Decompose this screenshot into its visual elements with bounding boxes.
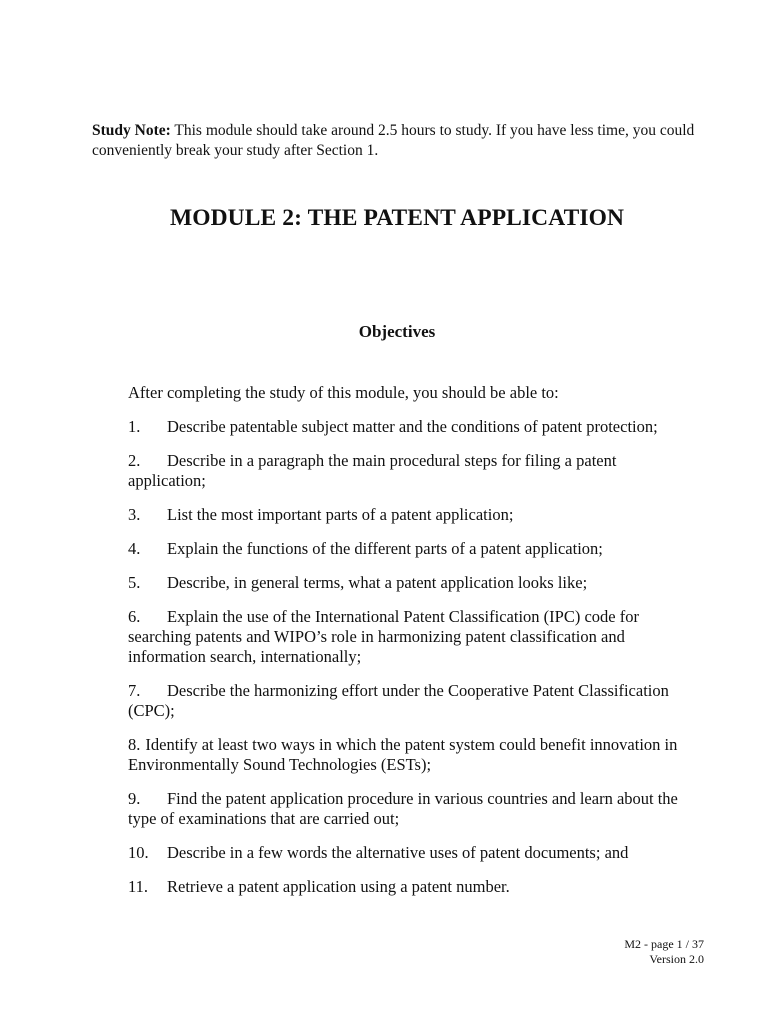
objective-item bbox=[128, 607, 698, 667]
objective-item bbox=[128, 789, 698, 829]
objective-number: 5. bbox=[128, 573, 141, 592]
objectives-list bbox=[128, 417, 698, 911]
version-label: Version 2.0 bbox=[649, 952, 704, 966]
objective-text: Describe the harmonizing effort under the Cooperative Patent Classification (CPC); bbox=[128, 681, 669, 720]
objective-number: 4. bbox=[128, 539, 141, 558]
objective-number: 3. bbox=[128, 505, 141, 524]
study-note-text: This module should take around 2.5 hours to study. If you have less time, you could conveniently break your study after Section 1. bbox=[92, 122, 695, 159]
objective-number: 6. bbox=[128, 607, 141, 626]
objective-number: 10. bbox=[128, 843, 149, 862]
objective-number: 9. bbox=[128, 789, 141, 808]
study-note bbox=[92, 121, 708, 161]
study-note-label: Study Note: bbox=[92, 122, 171, 139]
objectives-intro: After completing the study of this module, you should be able to: bbox=[128, 383, 559, 402]
page-number: M2 - page 1 / 37 bbox=[624, 937, 704, 951]
objective-number: 7. bbox=[128, 681, 141, 700]
objective-text: Explain the functions of the different parts of a patent application; bbox=[167, 539, 603, 558]
objective-text: Describe in a few words the alternative uses of patent documents; and bbox=[167, 843, 629, 862]
objective-item bbox=[128, 539, 698, 559]
objective-item bbox=[128, 877, 698, 897]
objective-number: 8. bbox=[128, 735, 141, 754]
objective-text: Describe, in general terms, what a patent application looks like; bbox=[167, 573, 588, 592]
objective-item bbox=[128, 451, 698, 491]
objectives-heading: Objectives bbox=[358, 322, 436, 341]
module-title: MODULE 2: THE PATENT APPLICATION bbox=[169, 205, 625, 231]
objective-text: Identify at least two ways in which the patent system could benefit innovation in Environmentally Sound Technologies (ESTs); bbox=[128, 735, 678, 774]
objective-text: Retrieve a patent application using a patent number. bbox=[167, 877, 510, 896]
objective-item bbox=[128, 417, 698, 437]
objective-number: 11. bbox=[128, 877, 149, 896]
objective-text: Describe patentable subject matter and the conditions of patent protection; bbox=[167, 417, 658, 436]
objective-item bbox=[128, 735, 698, 775]
objective-text: Describe in a paragraph the main procedural steps for filing a patent application; bbox=[128, 451, 617, 490]
objective-number: 1. bbox=[128, 417, 141, 436]
objective-item bbox=[128, 573, 698, 593]
objective-item bbox=[128, 505, 698, 525]
objective-text: Explain the use of the International Patent Classification (IPC) code for searching patents and WIPO’s role in harmonizing patent classification and information search, internationally; bbox=[128, 607, 639, 666]
objective-item bbox=[128, 681, 698, 721]
objective-text: Find the patent application procedure in various countries and learn about the type of examinations that are carried out; bbox=[128, 789, 678, 828]
objective-text: List the most important parts of a patent application; bbox=[167, 505, 514, 524]
page-footer bbox=[624, 937, 704, 967]
objective-number: 2. bbox=[128, 451, 141, 470]
objective-item bbox=[128, 843, 698, 863]
